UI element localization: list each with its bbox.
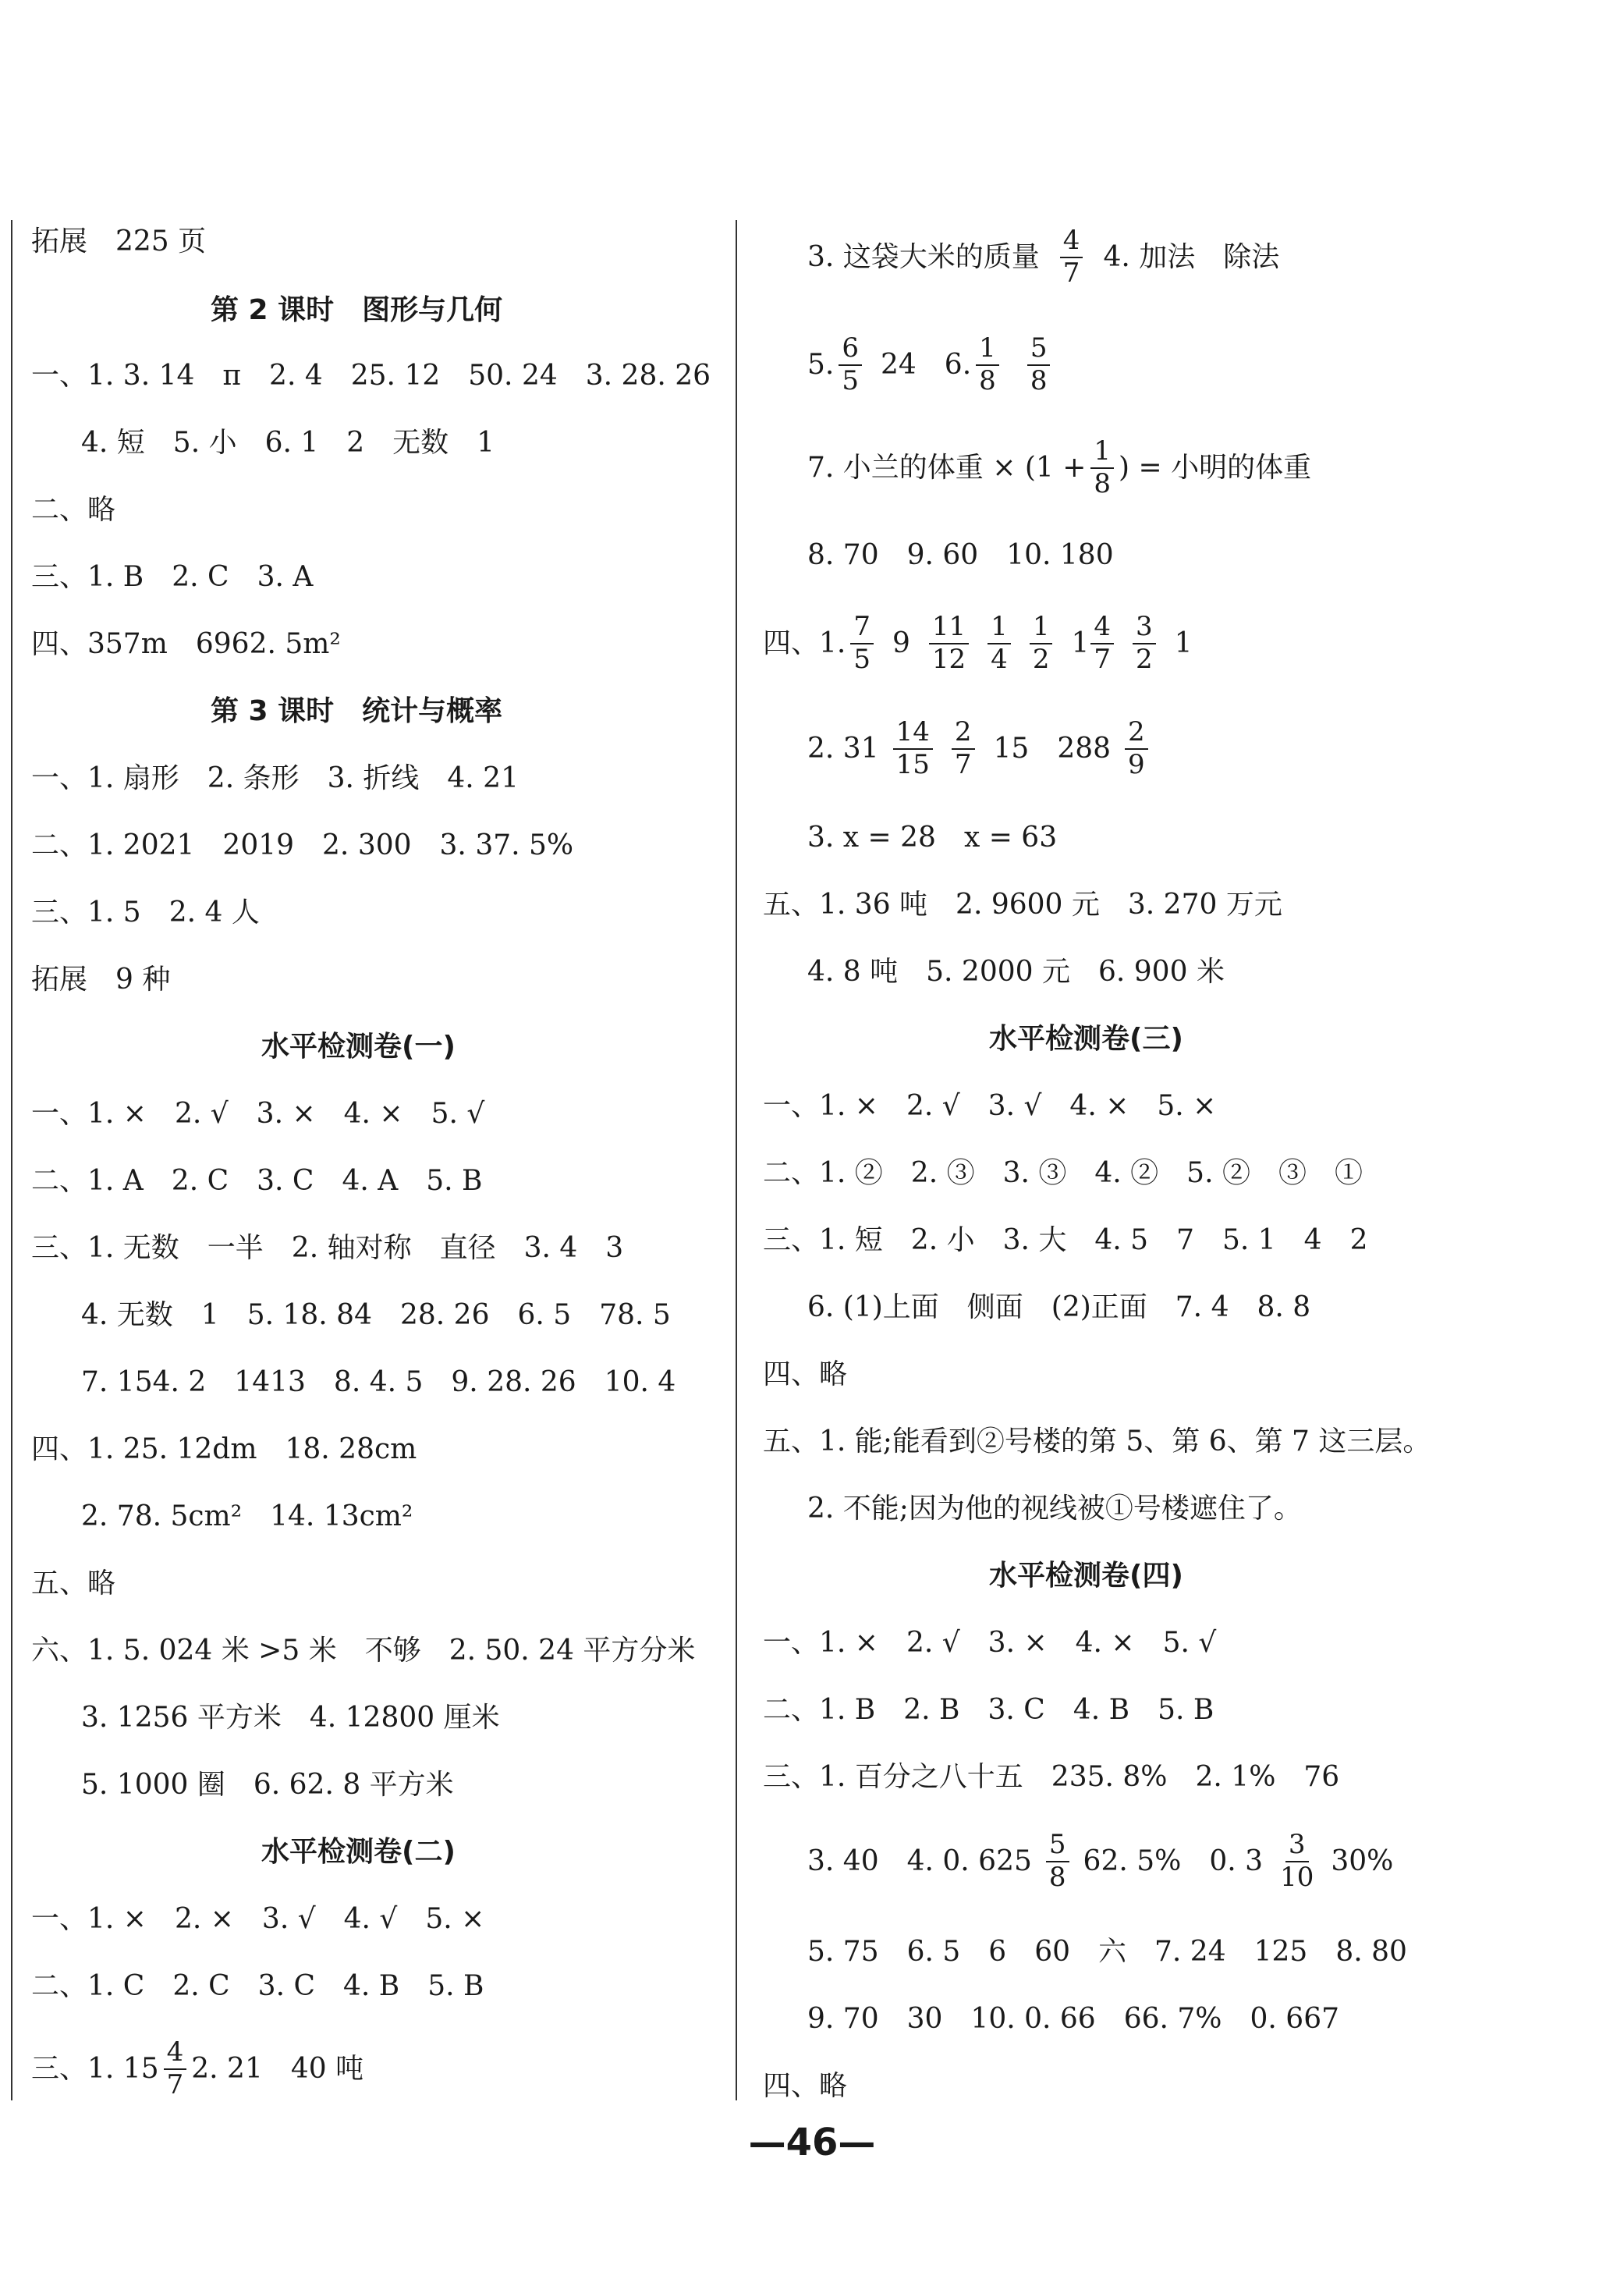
answer-line: 二、1. B 2. B 3. C 4. B 5. B xyxy=(763,1694,1214,1726)
fraction: $\frac{3}{2}$ xyxy=(1133,613,1156,673)
page-number: —46— xyxy=(748,2121,876,2164)
answer-line: 2. 78. 5cm² 14. 13cm² xyxy=(81,1500,413,1532)
answer-line: 六、1. 5. 024 米 >5 米 不够 2. 50. 24 平方分米 xyxy=(31,1635,696,1667)
answer-text: 四、1. xyxy=(763,627,846,659)
answer-line-with-fraction xyxy=(807,332,1055,396)
answer-line: 6. (1)上面 侧面 (2)正面 7. 4 8. 8 xyxy=(807,1291,1311,1323)
answer-line: 四、略 xyxy=(763,1358,848,1390)
column-divider xyxy=(736,220,737,2100)
answer-line-with-fraction xyxy=(31,2036,364,2100)
answer-line: 一、1. 3. 14 π 2. 4 25. 12 50. 24 3. 28. 26 xyxy=(31,360,711,392)
section-heading: 水平检测卷(三) xyxy=(989,1023,1183,1055)
answer-line: 五、略 xyxy=(31,1567,116,1599)
section-heading: 第 2 课时 图形与几何 xyxy=(211,294,503,326)
answer-line: 一、1. × 2. √ 3. × 4. × 5. √ xyxy=(763,1627,1217,1659)
answer-text: 9 xyxy=(892,627,910,659)
section-heading: 水平检测卷(二) xyxy=(261,1836,456,1868)
answer-line: 四、1. 25. 12dm 18. 28cm xyxy=(31,1433,417,1465)
answer-line: 一、1. × 2. √ 3. × 4. × 5. √ xyxy=(31,1098,485,1130)
answer-line: 二、略 xyxy=(31,494,116,526)
answer-line: 4. 短 5. 小 6. 1 2 无数 1 xyxy=(81,427,495,459)
answer-line: 三、1. 短 2. 小 3. 大 4. 5 7 5. 1 4 2 xyxy=(763,1224,1368,1256)
answer-line: 一、1. 扇形 2. 条形 3. 折线 4. 21 xyxy=(31,762,519,794)
answer-line-with-fraction xyxy=(807,1829,1394,1893)
fraction: $\frac{4}{7}$ xyxy=(1090,613,1114,673)
answer-text: 3. 40 4. 0. 625 xyxy=(807,1845,1032,1877)
answer-text: 24 6. xyxy=(881,349,972,381)
fraction: $\frac{3}{10}$ xyxy=(1280,1829,1314,1893)
answer-line: 四、略 xyxy=(763,2070,848,2102)
answer-line: 5. 1000 圈 6. 62. 8 平方米 xyxy=(81,1769,454,1801)
answer-line: 7. 154. 2 1413 8. 4. 5 9. 28. 26 10. 4 xyxy=(81,1366,676,1398)
answer-line: 四、357m 6962. 5m² xyxy=(31,628,341,660)
fraction: $\frac{11}{12}$ xyxy=(929,613,969,673)
section-heading: 水平检测卷(一) xyxy=(261,1031,456,1063)
answer-line-with-fraction xyxy=(763,611,1193,675)
fraction: $\frac{5}{8}$ xyxy=(1046,1831,1069,1891)
fraction: $\frac{4}{7}$ xyxy=(164,2039,187,2099)
answer-line-with-fraction xyxy=(807,225,1280,289)
answer-line: 三、1. 无数 一半 2. 轴对称 直径 3. 4 3 xyxy=(31,1232,624,1264)
answer-line: 4. 无数 1 5. 18. 84 28. 26 6. 5 78. 5 xyxy=(81,1299,671,1331)
fraction: $\frac{1}{8}$ xyxy=(1090,438,1114,498)
fraction: $\frac{14}{15}$ xyxy=(893,719,933,779)
answer-text: 2. 31 xyxy=(807,733,879,765)
section-heading: 第 3 课时 统计与概率 xyxy=(211,695,503,727)
fraction: $\frac{6}{5}$ xyxy=(839,335,862,395)
answer-line: 拓展 9 种 xyxy=(31,964,171,996)
answer-text: 15 288 xyxy=(993,733,1112,765)
answer-text: 3. 这袋大米的质量 xyxy=(807,241,1040,273)
answer-text: 2. 21 40 吨 xyxy=(191,2053,364,2085)
answer-line: 拓展 225 页 xyxy=(31,225,207,257)
answer-line: 三、1. 百分之八十五 235. 8% 2. 1% 76 xyxy=(763,1761,1340,1793)
answer-text: 7. 小兰的体重 × (1 + xyxy=(807,452,1087,484)
answer-text: 5. xyxy=(807,349,835,381)
answer-line: 4. 8 吨 5. 2000 元 6. 900 米 xyxy=(807,956,1225,988)
answer-text: ) = 小明的体重 xyxy=(1119,452,1312,484)
answer-line: 5. 75 6. 5 6 60 六 7. 24 125 8. 80 xyxy=(807,1936,1407,1968)
answer-line: 一、1. × 2. × 3. √ 4. √ 5. × xyxy=(31,1903,485,1935)
fraction: $\frac{1}{4}$ xyxy=(988,613,1011,673)
answer-line: 五、1. 能;能看到②号楼的第 5、第 6、第 7 这三层。 xyxy=(763,1425,1431,1457)
answer-line-with-fraction xyxy=(807,435,1312,499)
answer-line: 二、1. ② 2. ③ 3. ③ 4. ② 5. ② ③ ① xyxy=(763,1157,1363,1189)
answer-line: 二、1. C 2. C 3. C 4. B 5. B xyxy=(31,1970,484,2002)
answer-line: 一、1. × 2. √ 3. √ 4. × 5. × xyxy=(763,1090,1217,1122)
fraction: $\frac{7}{5}$ xyxy=(850,613,874,673)
answer-line: 三、1. 5 2. 4 人 xyxy=(31,896,260,928)
answer-text: 62. 5% 0. 3 xyxy=(1083,1845,1264,1877)
answer-text: 30% xyxy=(1331,1845,1394,1877)
fraction: $\frac{2}{9}$ xyxy=(1125,719,1148,779)
answer-text: 1 xyxy=(1071,627,1090,659)
answer-line: 2. 不能;因为他的视线被①号楼遮住了。 xyxy=(807,1493,1302,1525)
fraction: $\frac{5}{8}$ xyxy=(1027,335,1051,395)
answer-line: 3. x = 28 x = 63 xyxy=(807,822,1058,854)
answer-line: 二、1. A 2. C 3. C 4. A 5. B xyxy=(31,1165,483,1197)
answer-text: 三、1. 15 xyxy=(31,2053,159,2085)
answer-line: 二、1. 2021 2019 2. 300 3. 37. 5% xyxy=(31,829,574,861)
answer-line: 五、1. 36 吨 2. 9600 元 3. 270 万元 xyxy=(763,889,1282,921)
fraction: $\frac{1}{8}$ xyxy=(976,335,999,395)
left-margin-rule xyxy=(11,220,12,2100)
answer-line: 8. 70 9. 60 10. 180 xyxy=(807,539,1114,571)
answer-line-with-fraction xyxy=(807,716,1153,780)
fraction: $\frac{4}{7}$ xyxy=(1060,227,1083,287)
answer-text: 1 xyxy=(1174,627,1193,659)
answer-text: 4. 加法 除法 xyxy=(1103,241,1280,273)
answer-line: 3. 1256 平方米 4. 12800 厘米 xyxy=(81,1702,500,1734)
fraction: $\frac{2}{7}$ xyxy=(952,719,975,779)
fraction: $\frac{1}{2}$ xyxy=(1030,613,1053,673)
answer-line: 三、1. B 2. C 3. A xyxy=(31,561,314,593)
answer-line: 9. 70 30 10. 0. 66 66. 7% 0. 667 xyxy=(807,2003,1340,2035)
section-heading: 水平检测卷(四) xyxy=(989,1560,1183,1592)
